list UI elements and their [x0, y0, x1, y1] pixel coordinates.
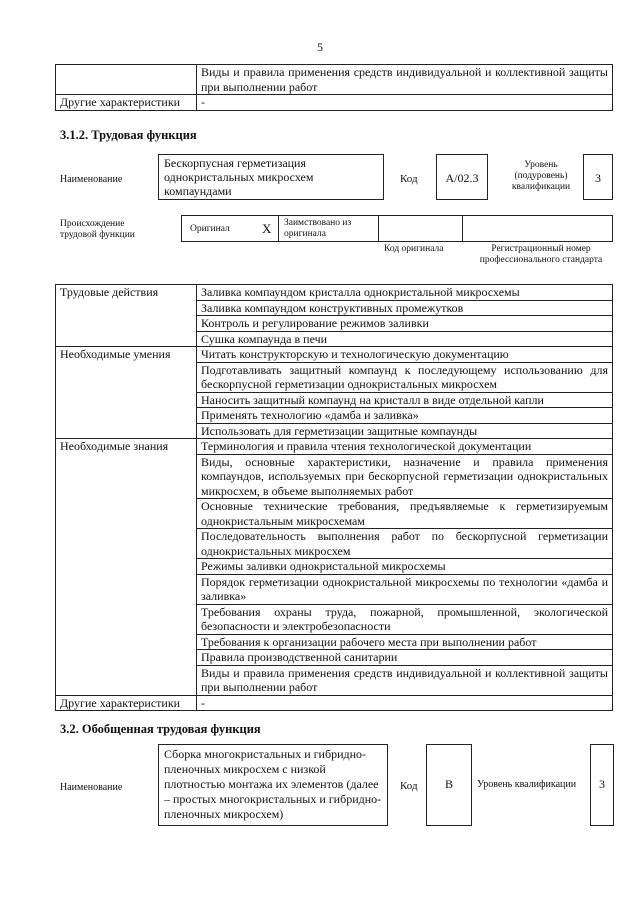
- row-label: Необходимые умения: [56, 347, 197, 439]
- table-cell: Требования охраны труда, пожарной, промышленной, экологической безопасности и электробезопасности: [197, 604, 613, 634]
- code-box: A/02.3: [436, 154, 488, 200]
- continuation-table: [55, 64, 613, 111]
- section-heading: 3.2. Обобщенная трудовая функция: [60, 722, 261, 736]
- row-label: Другие характеристики: [56, 695, 197, 711]
- table-cell: Читать конструкторскую и технологическую документацию: [197, 347, 613, 363]
- table-cell: Режимы заливки однокристальной микросхемы: [197, 559, 613, 575]
- row-label: Другие характеристики: [56, 95, 197, 111]
- original-label: Оригинал: [190, 224, 230, 234]
- reg-number-label: Регистрационный номер профессионального стандарта: [479, 244, 603, 265]
- empty-cell: [56, 65, 197, 95]
- table-cell: Заливка компаундом кристалла однокристальной микросхемы: [197, 285, 613, 301]
- level-label: Уровень квалификации: [477, 779, 577, 790]
- table-cell: Применять технологию «дамба и заливка»: [197, 408, 613, 424]
- table-cell: -: [197, 95, 613, 111]
- row-label: Трудовые действия: [56, 285, 197, 347]
- function-details-table: [55, 284, 613, 711]
- table-cell: Требования к организации рабочего места при выполнении работ: [197, 634, 613, 650]
- table-cell: Контроль и регулирование режимов заливки: [197, 316, 613, 332]
- original-mark: X: [262, 221, 272, 236]
- function-name-box: Сборка многокристальных и гибридно-пленочных микросхем с низкой плотностью монтажа их элементов (далее – простых многокристальных и гибридно-пленочных микросхем): [158, 744, 388, 826]
- page-number: 5: [317, 40, 323, 54]
- table-cell: Основные технические требования, предъявляемые к герметизируемым однокристальным микросхемам: [197, 499, 613, 529]
- row-label: Необходимые знания: [56, 439, 197, 696]
- table-cell: Виды и правила применения средств индивидуальной и коллективной защиты при выполнении работ: [197, 65, 613, 95]
- table-cell: Виды, основные характеристики, назначение и правила применения компаундов, используемых при бескорпусной герметизации однокристальных микросхем, в объеме выполняемых работ: [197, 454, 613, 499]
- table-cell: Виды и правила применения средств индивидуальной и коллективной защиты при выполнении работ: [197, 665, 613, 695]
- name-label: Наименование: [60, 782, 123, 793]
- level-label: Уровень (подуровень) квалификации: [511, 160, 571, 192]
- function-name-box: Бескорпусная герметизация однокристальных микросхем компаундами: [158, 154, 384, 200]
- table-cell: Сушка компаунда в печи: [197, 331, 613, 347]
- code-original-label: Код оригинала: [384, 244, 444, 254]
- table-cell: Подготавливать защитный компаунд к последующему использованию для бескорпусной герметизации однокристальных микросхем: [197, 362, 613, 392]
- divider: [462, 216, 463, 241]
- divider: [278, 216, 279, 241]
- code-label: Код: [400, 780, 418, 792]
- table-cell: Заливка компаундом конструктивных промежутков: [197, 300, 613, 316]
- table-cell: Правила производственной санитарии: [197, 650, 613, 666]
- section-heading: 3.1.2. Трудовая функция: [60, 128, 197, 142]
- code-label: Код: [400, 173, 418, 185]
- table-cell: -: [197, 695, 613, 711]
- borrowed-label: Заимствовано из оригинала: [284, 218, 352, 239]
- table-cell: Наносить защитный компаунд на кристалл в виде отдельной капли: [197, 392, 613, 408]
- divider: [378, 216, 379, 241]
- table-cell: Терминология и правила чтения технологической документации: [197, 439, 613, 455]
- table-cell: Порядок герметизации однокристальной микросхемы по технологии «дамба и заливка»: [197, 574, 613, 604]
- table-cell: Последовательность выполнения работ по бескорпусной герметизации однокристальных микросхем: [197, 529, 613, 559]
- level-box: 3: [590, 744, 614, 826]
- name-label: Наименование: [60, 174, 123, 185]
- origin-label: Происхождение трудовой функции: [60, 219, 135, 240]
- code-box: B: [426, 744, 472, 826]
- origin-table: [181, 215, 613, 242]
- table-cell: Использовать для герметизации защитные компаунды: [197, 423, 613, 439]
- level-box: 3: [583, 154, 613, 200]
